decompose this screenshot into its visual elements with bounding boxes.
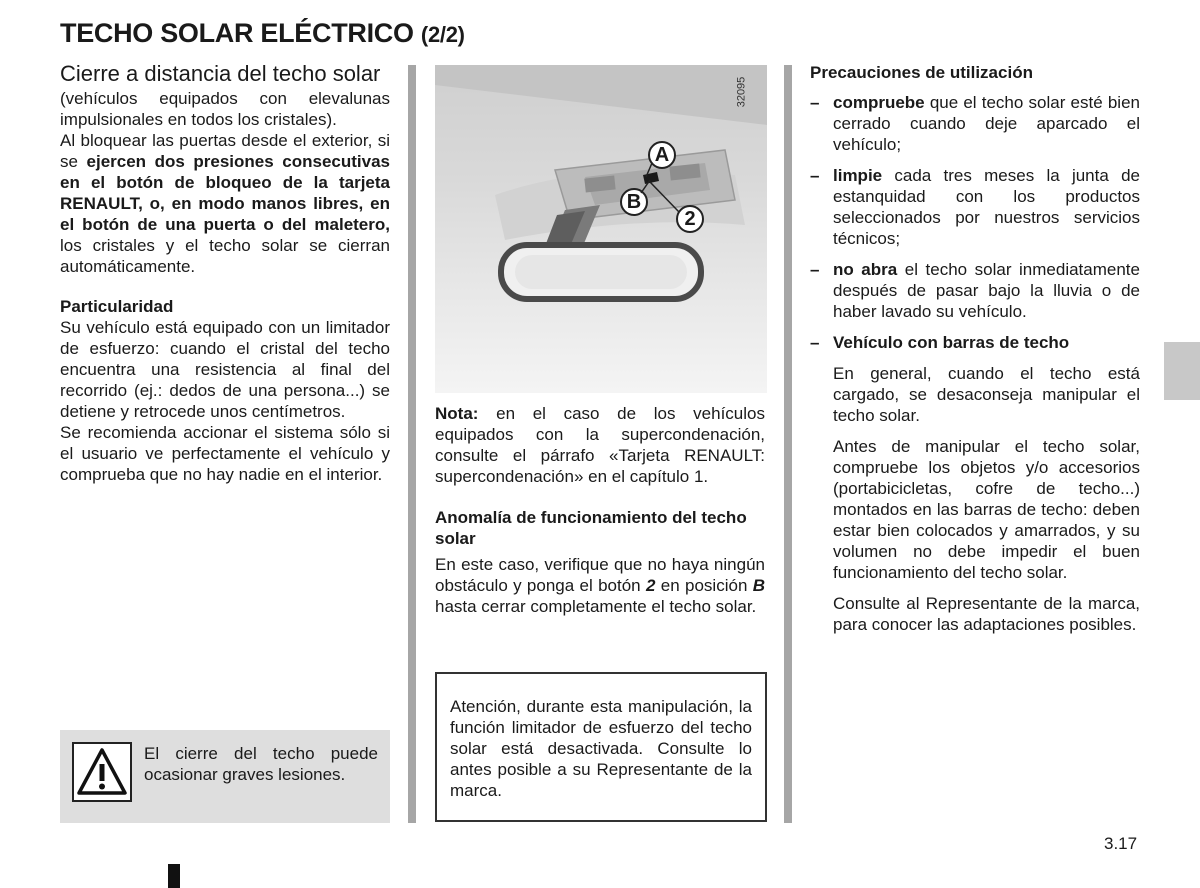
subheading-precauciones: Precauciones de utilización xyxy=(810,63,1033,82)
page-title xyxy=(60,18,465,49)
nota-text: en el caso de los vehículos equipados con la supercondenación, consulte el párrafo «Tarjeta RENAULT: supercondenación» en el capítulo 1. xyxy=(435,404,765,486)
callout-b: B xyxy=(620,188,648,216)
callout-2: 2 xyxy=(676,205,704,233)
page-title-part: (2/2) xyxy=(420,22,465,47)
callout-a: A xyxy=(648,141,676,169)
list-item-text xyxy=(833,332,1140,353)
paragraph-limiter: Su vehículo está equipado con un limitador de esfuerzo: cuando el cristal del techo encuentra una resistencia al final del recorrido (ej.: dedos de una persona...) se detiene y retrocede unos centímetros. xyxy=(60,318,390,421)
paragraph-anomalia xyxy=(435,554,765,617)
figure-code xyxy=(735,72,760,114)
list-item xyxy=(810,332,1140,353)
list-item-bold: limpie xyxy=(833,166,883,185)
paragraph-lock-doors-pre: Al bloquear las puertas desde el exterior, si se xyxy=(60,131,390,171)
paragraph-lock-doors-bold: ejercen dos presiones consecutivas en el botón de bloqueo de la tarjeta RENAULT, o, en modo manos libres, en el botón de una puerta o del maletero, xyxy=(60,152,390,234)
roof-console-photo xyxy=(435,65,767,393)
anomalia-text-e: hasta cerrar completamente el techo solar. xyxy=(435,597,757,616)
anomalia-text-a: En este caso, verifique que no haya ningún obstáculo y ponga el botón xyxy=(435,555,765,595)
column-left xyxy=(60,62,390,485)
paragraph-roof-loaded: En general, cuando el techo está cargado, se desaconseja manipular el techo solar. xyxy=(833,364,1140,425)
anomalia-button-number: 2 xyxy=(645,576,656,595)
paragraph-lock-doors-post: los cristales y el techo solar se cierran automáticamente. xyxy=(60,236,390,276)
list-item xyxy=(810,259,1140,322)
paragraph-vehicles-equipped: (vehículos equipados con elevalunas impulsionales en todos los cristales). xyxy=(60,89,390,129)
list-item-rest: cada tres meses la junta de estanquidad con los productos seleccionados por nuestros servicios técnicos; xyxy=(833,166,1140,248)
section-heading-remote-close: Cierre a distancia del techo solar xyxy=(60,61,381,86)
page-number: 3.17 xyxy=(1104,834,1138,853)
list-item-bold: compruebe xyxy=(833,93,925,112)
paragraph-lock-doors xyxy=(60,130,390,277)
paragraph-consult-representative: Consulte al Representante de la marca, para conocer las adaptaciones posibles. xyxy=(833,594,1140,634)
list-item-text xyxy=(833,259,1140,322)
column-divider-left xyxy=(408,65,416,823)
warning-triangle-icon xyxy=(72,742,132,802)
list-item-text xyxy=(833,165,1140,249)
list-dash: – xyxy=(810,166,820,185)
list-item-rest: el techo solar inmediatamente después de pasar bajo la lluvia o de haber lavado su vehículo. xyxy=(833,260,1140,321)
figure-code-text: 32095 xyxy=(735,76,748,108)
list-item-rest: que el techo solar esté bien cerrado cuando deje aparcado el vehículo; xyxy=(833,93,1140,154)
binding-mark xyxy=(168,864,180,888)
list-dash: – xyxy=(810,93,820,112)
column-right xyxy=(810,62,1140,635)
section-tab-marker xyxy=(1164,342,1200,400)
list-item-bold: Vehículo con barras de techo xyxy=(833,333,1070,352)
subheading-particularidad: Particularidad xyxy=(60,297,174,316)
list-item xyxy=(810,165,1140,249)
column-middle xyxy=(435,403,765,617)
nota-label: Nota: xyxy=(435,404,479,423)
anomalia-position-letter: B xyxy=(752,576,766,595)
paragraph-check-accessories: Antes de manipular el techo solar, compruebe los objetos y/o accesorios (portabicicletas, cofre de techo...) montados en las barras de techo: deben estar bien colocados y amarrados, y su volumen no debe impedir el buen funcionamiento del techo solar. xyxy=(833,437,1140,582)
list-item xyxy=(810,92,1140,155)
subheading-anomalia: Anomalía de funcionamiento del techo solar xyxy=(435,508,747,548)
page-title-text: TECHO SOLAR ELÉCTRICO xyxy=(60,18,414,48)
paragraph-nota xyxy=(435,403,765,487)
attention-text: Atención, durante esta manipulación, la función limitador de esfuerzo del techo solar está desactivada. Consulte lo antes posible a su Representante de la marca. xyxy=(450,697,752,800)
warning-box xyxy=(60,730,390,823)
roof-console-illustration xyxy=(435,65,767,393)
anomalia-text-c: en posición xyxy=(655,576,753,595)
warning-text: El cierre del techo puede ocasionar graves lesiones. xyxy=(144,744,378,784)
list-dash: – xyxy=(810,260,820,279)
list-item-text xyxy=(833,92,1140,155)
list-dash: – xyxy=(810,333,820,352)
column-divider-right xyxy=(784,65,792,823)
list-item-bold: no abra xyxy=(833,260,898,279)
attention-box xyxy=(435,672,767,822)
paragraph-recommendation: Se recomienda accionar el sistema sólo si el usuario ve perfectamente el vehículo y comprueba que no hay nadie en el interior. xyxy=(60,423,390,484)
